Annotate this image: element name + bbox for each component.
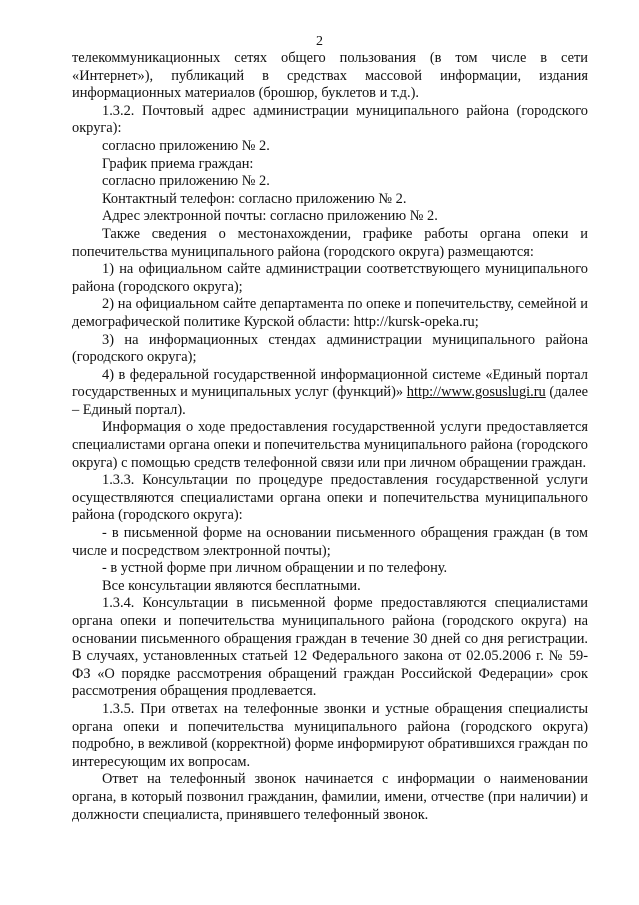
paragraph-text-tail: (далее – Единый портал). xyxy=(72,384,588,418)
paragraph xyxy=(72,138,588,156)
paragraph-text: 1.3.2. Почтовый адрес администрации муниципального района (городского округа): xyxy=(72,102,588,137)
paragraph-text: - в письменной форме на основании письменного обращения граждан (в том числе и посредством электронной почты); xyxy=(72,525,588,559)
paragraph xyxy=(72,296,588,331)
paragraph-text: Также сведения о местонахождении, графике работы органа опеки и попечительства муниципального района (городского округа) размещаются: xyxy=(72,225,588,260)
paragraph xyxy=(72,771,588,824)
paragraph-text: Информация о ходе предоставления государственной услуги предоставляется специалистами органа опеки и попечительства муниципального района (городского округа) с помощью средств телефонной связи или при личном обращении граждан. xyxy=(72,419,588,471)
paragraph xyxy=(72,332,588,367)
page-number: 2 xyxy=(316,34,323,49)
paragraph xyxy=(72,226,588,261)
paragraph-text: телекоммуникационных сетях общего пользования (в том числе в сети «Интернет»), публикаций в средствах массовой информации, издания информационных материалов (брошюр, буклетов и т.д.). xyxy=(72,50,588,102)
paragraph xyxy=(72,50,588,103)
paragraph-text: Ответ на телефонный звонок начинается с информации о наименовании органа, в который позвонил гражданин, фамилии, имени, отчестве (при наличии) и должности специалиста, принявшего телефонный звонок. xyxy=(72,771,588,823)
paragraph-text: Адрес электронной почты: согласно приложению № 2. xyxy=(102,208,438,225)
paragraph-text: 1) на официальном сайте администрации соответствующего муниципального района (городского округа); xyxy=(72,261,588,295)
paragraph xyxy=(72,156,588,174)
paragraph-text: 1.3.3. Консультации по процедуре предоставления государственной услуги осуществляются специалистами органа опеки и попечительства муниципального района (городского округа): xyxy=(72,472,588,524)
paragraph xyxy=(72,472,588,525)
paragraph xyxy=(72,173,588,191)
gosuslugi-link[interactable]: http://www.gosuslugi.ru xyxy=(406,384,546,401)
paragraph xyxy=(72,261,588,296)
paragraph-text: 2) на официальном сайте департамента по опеке и попечительству, семейной и демографической политике Курской области: http://kursk-opeka.ru; xyxy=(72,296,588,330)
paragraph-text: 3) на информационных стендах администрации муниципального района (городского округа); xyxy=(72,331,588,366)
paragraph xyxy=(72,595,588,701)
paragraph xyxy=(72,208,588,226)
paragraph xyxy=(72,419,588,472)
document-body xyxy=(72,50,588,824)
paragraph xyxy=(72,560,588,578)
paragraph-text: согласно приложению № 2. xyxy=(102,173,270,190)
paragraph-text: График приема граждан: xyxy=(102,155,254,172)
paragraph xyxy=(72,103,588,138)
paragraph xyxy=(72,525,588,560)
paragraph-text: 4) в федеральной государственной информационной системе «Единый портал государственных и муниципальных услуг (функций)» xyxy=(72,366,588,401)
paragraph-text: Контактный телефон: согласно приложению № 2. xyxy=(102,190,407,207)
paragraph-text: 1.3.5. При ответах на телефонные звонки и устные обращения специалисты органа опеки и попечительства муниципального района (городского округа) подробно, в вежливой (корректной) форме информируют обратившихся граждан по интересующим их вопросам. xyxy=(72,700,588,770)
paragraph xyxy=(72,578,588,596)
paragraph xyxy=(72,191,588,209)
paragraph-text: 1.3.4. Консультации в письменной форме предоставляются специалистами органа опеки и попечительства муниципального района (городского округа) на основании письменного обращения граждан в течение 30 дней со дня регистрации. В случаях, установленных статьей 12 Федерального закона от 02.05.2006 г. № 59-ФЗ «О порядке рассмотрения обращений граждан Российской Федерации» срок рассмотрения обращения продлевается. xyxy=(72,595,588,700)
paragraph-text: Все консультации являются бесплатными. xyxy=(102,577,361,594)
paragraph xyxy=(72,701,588,771)
paragraph xyxy=(72,367,588,420)
paragraph-text: согласно приложению № 2. xyxy=(102,137,270,154)
paragraph-text: - в устной форме при личном обращении и по телефону. xyxy=(102,560,448,577)
